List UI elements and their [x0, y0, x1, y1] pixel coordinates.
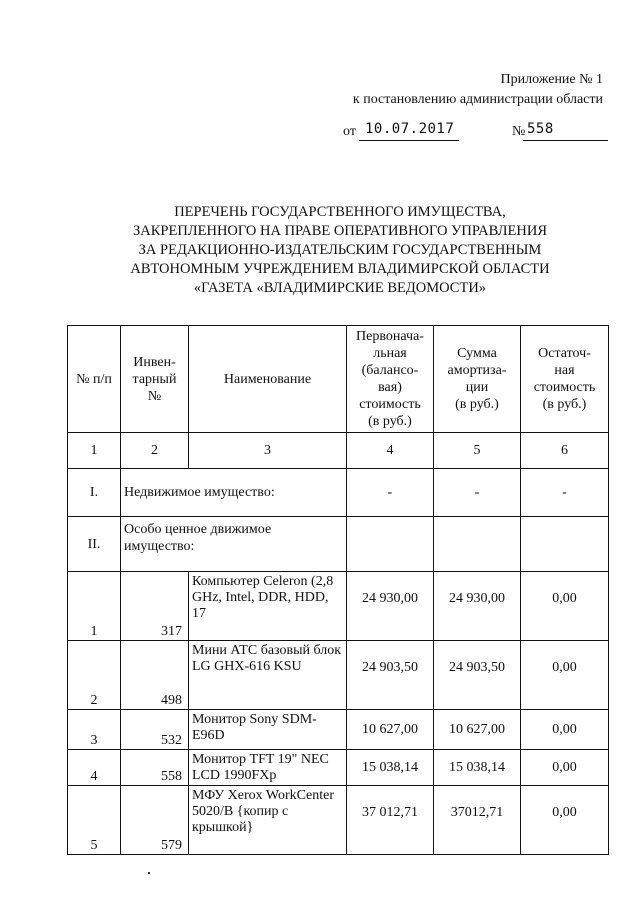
amortization: 37012,71: [434, 786, 521, 855]
appendix-reference: к постановлению администрации области: [352, 92, 603, 107]
title-line: ПЕРЕЧЕНЬ ГОСУДАРСТВЕННОГО ИМУЩЕСТВА,: [174, 204, 506, 220]
column-number: 1: [68, 433, 121, 469]
column-number: 5: [434, 433, 521, 469]
inventory-number: 498: [121, 641, 189, 710]
section-value: -: [434, 469, 521, 517]
inventory-number: 579: [121, 786, 189, 855]
row-number: 1: [68, 572, 121, 641]
column-number: 6: [521, 433, 609, 469]
empty-cell: [434, 517, 521, 572]
column-number-row: [68, 433, 609, 469]
header-cell: Инвен- тарный №: [121, 326, 189, 433]
section-value: -: [521, 469, 609, 517]
header-cell: Первонача- льная (балансо- вая) стоимость (в руб.): [347, 326, 434, 433]
scan-speck: [148, 872, 150, 874]
item-name: Монитор Sony SDM-E96D: [189, 710, 347, 750]
inventory-number: 558: [121, 750, 189, 786]
residual-cost: 0,00: [521, 750, 609, 786]
header-cell: Наименование: [189, 326, 347, 433]
appendix-number: Приложение № 1: [500, 72, 603, 87]
appendix-header: [353, 70, 603, 110]
document-date-number: [343, 121, 608, 143]
item-name: Компьютер Celeron (2,8 GHz, Intel, DDR, HDD, 17: [189, 572, 347, 641]
section-row-real-estate: [68, 469, 609, 517]
residual-cost: 0,00: [521, 710, 609, 750]
residual-cost: 0,00: [521, 641, 609, 710]
residual-cost: 0,00: [521, 572, 609, 641]
document-title: [70, 203, 610, 298]
amortization: 24 903,50: [434, 641, 521, 710]
section-label: Недвижимое имущество:: [121, 469, 347, 517]
title-line: АВТОНОМНЫМ УЧРЕЖДЕНИЕМ ВЛАДИМИРСКОЙ ОБЛАСТИ: [130, 261, 550, 277]
initial-cost: 15 038,14: [347, 750, 434, 786]
table-row: [68, 710, 609, 750]
row-number: 5: [68, 786, 121, 855]
table-row: [68, 786, 609, 855]
header-cell: Сумма амортиза- ции (в руб.): [434, 326, 521, 433]
empty-cell: [347, 517, 434, 572]
number-underline: [523, 140, 608, 141]
header-cell: № п/п: [68, 326, 121, 433]
number-label: №: [512, 124, 526, 139]
column-number: 4: [347, 433, 434, 469]
header-cell: Остаточ- ная стоимость (в руб.): [521, 326, 609, 433]
table-header-row: [68, 326, 609, 433]
amortization: 10 627,00: [434, 710, 521, 750]
residual-cost: 0,00: [521, 786, 609, 855]
empty-cell: [521, 517, 609, 572]
column-number: 3: [189, 433, 347, 469]
initial-cost: 37 012,71: [347, 786, 434, 855]
row-number: 3: [68, 710, 121, 750]
table-row: [68, 641, 609, 710]
property-table: [67, 325, 609, 855]
section-number: I.: [68, 469, 121, 517]
section-label: Особо ценное движимое имущество:: [121, 517, 347, 572]
date-label: от: [343, 124, 356, 139]
initial-cost: 24 903,50: [347, 641, 434, 710]
inventory-number: 532: [121, 710, 189, 750]
row-number: 4: [68, 750, 121, 786]
section-row-movable: [68, 517, 609, 572]
amortization: 24 930,00: [434, 572, 521, 641]
amortization: 15 038,14: [434, 750, 521, 786]
title-line: ЗАКРЕПЛЕННОГО НА ПРАВЕ ОПЕРАТИВНОГО УПРАВЛЕНИЯ: [132, 223, 547, 239]
table-row: [68, 750, 609, 786]
section-value: -: [347, 469, 434, 517]
section-number: II.: [68, 517, 121, 572]
initial-cost: 24 930,00: [347, 572, 434, 641]
inventory-number: 317: [121, 572, 189, 641]
number-value: 558: [527, 121, 554, 137]
item-name: Монитор TFT 19" NEC LCD 1990FXp: [189, 750, 347, 786]
initial-cost: 10 627,00: [347, 710, 434, 750]
column-number: 2: [121, 433, 189, 469]
date-value: 10.07.2017: [365, 121, 455, 137]
item-name: МФУ Xerox WorkCenter 5020/B {копир с крышкой}: [189, 786, 347, 855]
title-line: «ГАЗЕТА «ВЛАДИМИРСКИЕ ВЕДОМОСТИ»: [193, 280, 487, 296]
table-row: [68, 572, 609, 641]
item-name: Мини АТС базовый блок LG GHX-616 KSU: [189, 641, 347, 710]
date-underline: [359, 140, 459, 141]
title-line: ЗА РЕДАКЦИОННО-ИЗДАТЕЛЬСКИМ ГОСУДАРСТВЕННЫМ: [138, 242, 542, 258]
row-number: 2: [68, 641, 121, 710]
